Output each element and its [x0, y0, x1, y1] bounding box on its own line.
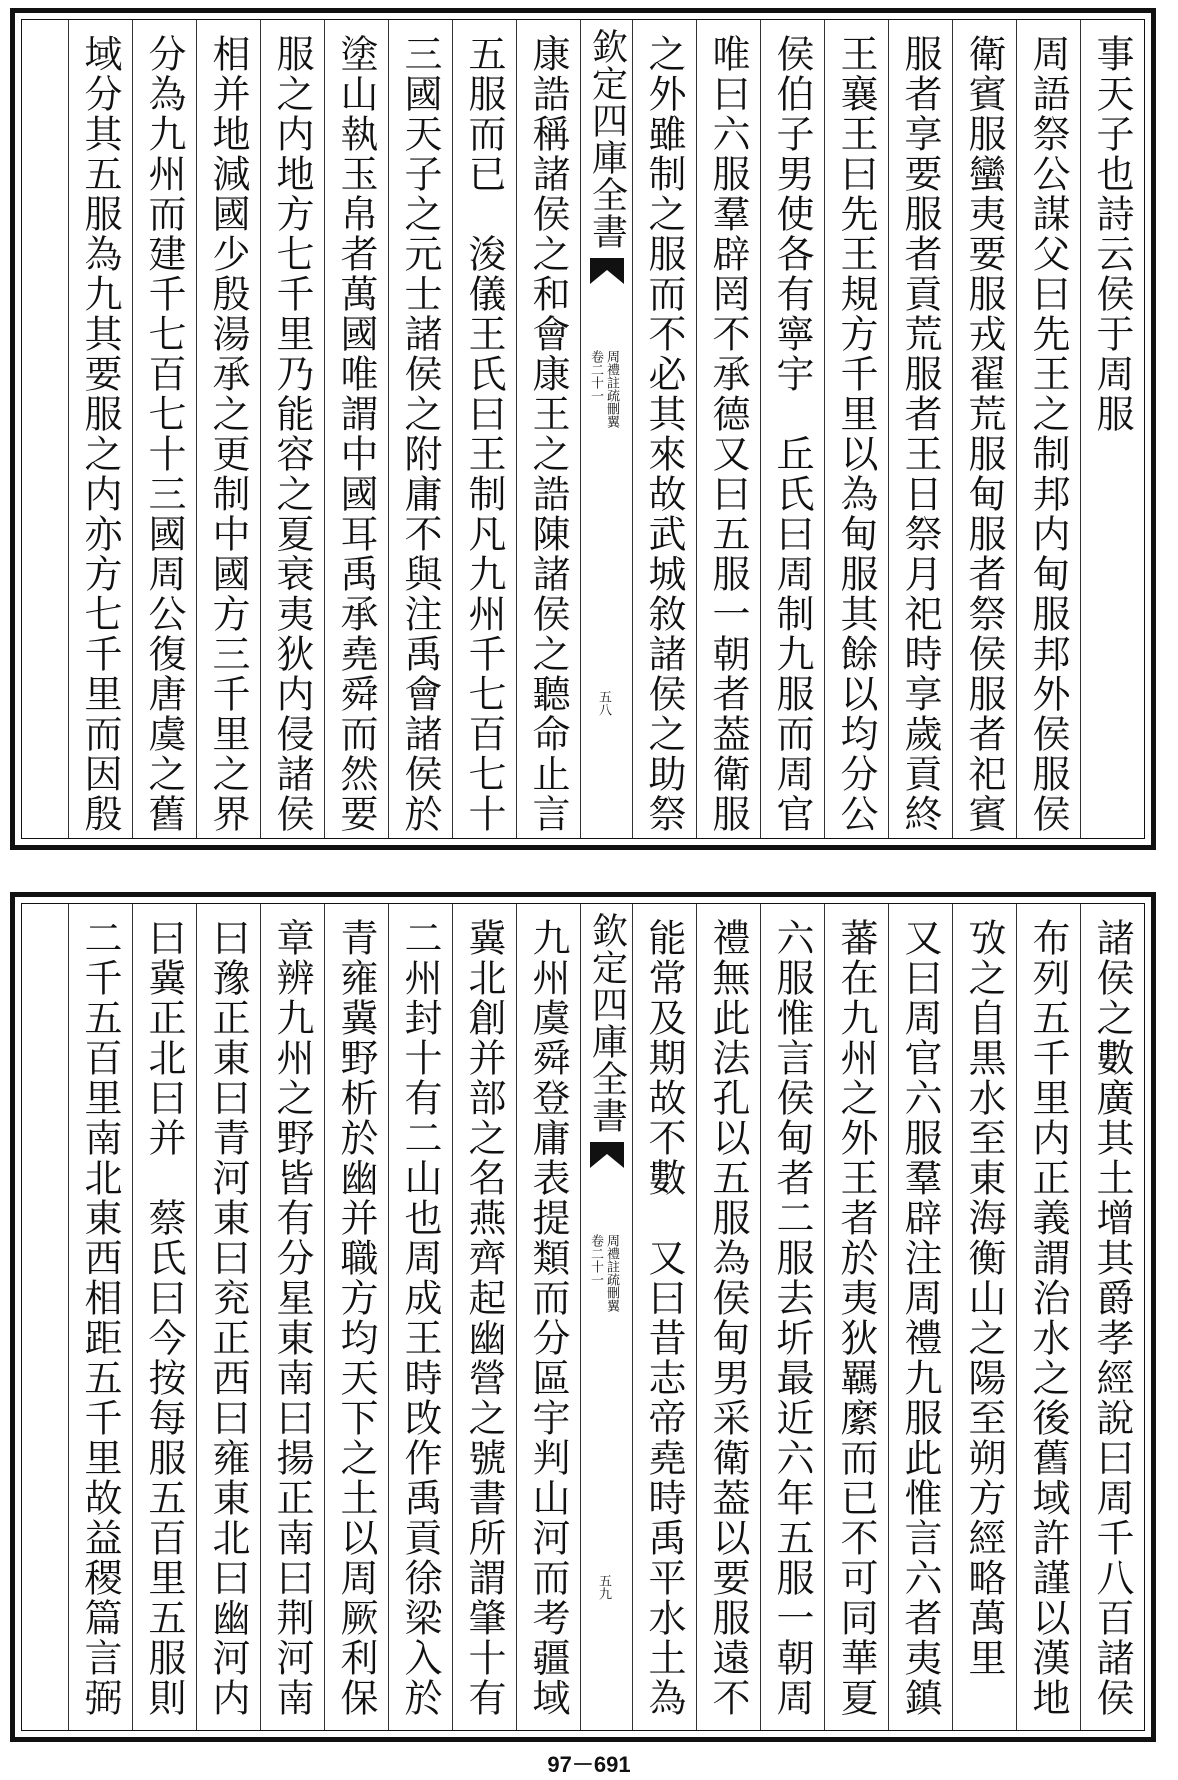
volume-label: 卷二十一 — [588, 350, 603, 402]
text-column: 曰豫正東曰青河東曰兖正西曰雍東北曰幽河内 — [196, 904, 260, 1730]
book-title: 周禮註疏刪翼 — [604, 350, 619, 428]
text-column: 諸侯之數廣其土增其爵孝經說曰周千八百諸侯 — [1080, 904, 1144, 1730]
book-title: 周禮註疏刪翼 — [604, 1234, 619, 1312]
text-column: 域分其五服為九其要服之内亦方七千里而因殷 — [68, 20, 132, 838]
text-column: 服者享要服者貢荒服者王日祭月祀時享歲貢終 — [888, 20, 952, 838]
fish-tail-mark-icon — [590, 1142, 624, 1168]
text-column: 攷之自黒水至東海衡山之陽至朔方經略萬里 — [952, 904, 1016, 1730]
text-column: 塗山執玉帛者萬國唯謂中國耳禹承堯舜而然要 — [324, 20, 388, 838]
text-column: 布列五千里内正義謂治水之後舊域許謹以漢地 — [1016, 904, 1080, 1730]
text-column: 周語祭公謀父曰先王之制邦内甸服邦外侯服侯 — [1016, 20, 1080, 838]
leaf-number: 五八 — [596, 690, 611, 716]
text-column: 冀北創并部之名燕齊起幽營之號書所謂肇十有 — [452, 904, 516, 1730]
text-column: 六服惟言侯甸者二服去圻最近六年五服一朝周 — [760, 904, 824, 1730]
text-column: 唯曰六服羣辟罔不承德又曰五服一朝者葢衛服 — [696, 20, 760, 838]
text-column: 事天子也詩云侯于周服 — [1080, 20, 1144, 838]
text-column: 青雍冀野析於幽并職方均天下之土以周厥利保 — [324, 904, 388, 1730]
text-column: 禮無此法孔以五服為侯甸男采衛葢以要服遠不 — [696, 904, 760, 1730]
text-column: 康誥稱諸侯之和會康王之誥陳諸侯之聽命止言 — [516, 20, 580, 838]
volume-page-number: 97－691 — [547, 1752, 631, 1777]
lower-page — [10, 892, 1156, 1742]
text-column: 二千五百里南北東西相距五千里故益稷篇言弼 — [68, 904, 132, 1730]
text-column: 侯伯子男使各有寧宇 丘氏曰周制九服而周官 — [760, 20, 824, 838]
text-column: 衛賓服蠻夷要服戎翟荒服甸服者祭侯服者祀賓 — [952, 20, 1016, 838]
text-column: 之外雖制之服而不必其來故武城敘諸侯之助祭 — [632, 20, 696, 838]
text-column: 能常及期故不數 又曰昔志帝堯時禹平水土為 — [632, 904, 696, 1730]
text-column: 章辨九州之野皆有分星東南曰揚正南曰荆河南 — [260, 904, 324, 1730]
text-column: 相并地減國少殷湯承之更制中國方三千里之界 — [196, 20, 260, 838]
leaf-number: 五九 — [596, 1574, 611, 1600]
text-column: 蕃在九州之外王者於夷狄羈縻而已不可同華夏 — [824, 904, 888, 1730]
upper-page — [10, 8, 1156, 850]
text-column: 王襄王曰先王規方千里以為甸服其餘以均分公 — [824, 20, 888, 838]
text-column: 二州封十有二山也周成王時攺作禹貢徐梁入於 — [388, 904, 452, 1730]
series-title: 欽定四庫全書 — [586, 912, 628, 1134]
text-column: 服之内地方七千里乃能容之夏衰夷狄内侵諸侯 — [260, 20, 324, 838]
text-column: 分為九州而建千七百七十三國周公復唐虞之舊 — [132, 20, 196, 838]
text-column: 五服而已 浚儀王氏曰王制凡九州千七百七十 — [452, 20, 516, 838]
upper-page-frame — [21, 19, 1145, 839]
lower-page-frame — [21, 903, 1145, 1731]
text-column: 三國天子之元士諸侯之附庸不與注禹會諸侯於 — [388, 20, 452, 838]
page-spine — [580, 20, 632, 838]
fish-tail-mark-icon — [590, 258, 624, 284]
text-column: 九州虞舜登庸表提類而分區宇判山河而考疆域 — [516, 904, 580, 1730]
page-spine — [580, 904, 632, 1730]
text-column: 曰冀正北曰并 蔡氏曰今按每服五百里五服則 — [132, 904, 196, 1730]
volume-label: 卷二十一 — [588, 1234, 603, 1286]
series-title: 欽定四庫全書 — [586, 28, 628, 250]
text-column: 又曰周官六服羣辟注周禮九服此惟言六者夷鎮 — [888, 904, 952, 1730]
